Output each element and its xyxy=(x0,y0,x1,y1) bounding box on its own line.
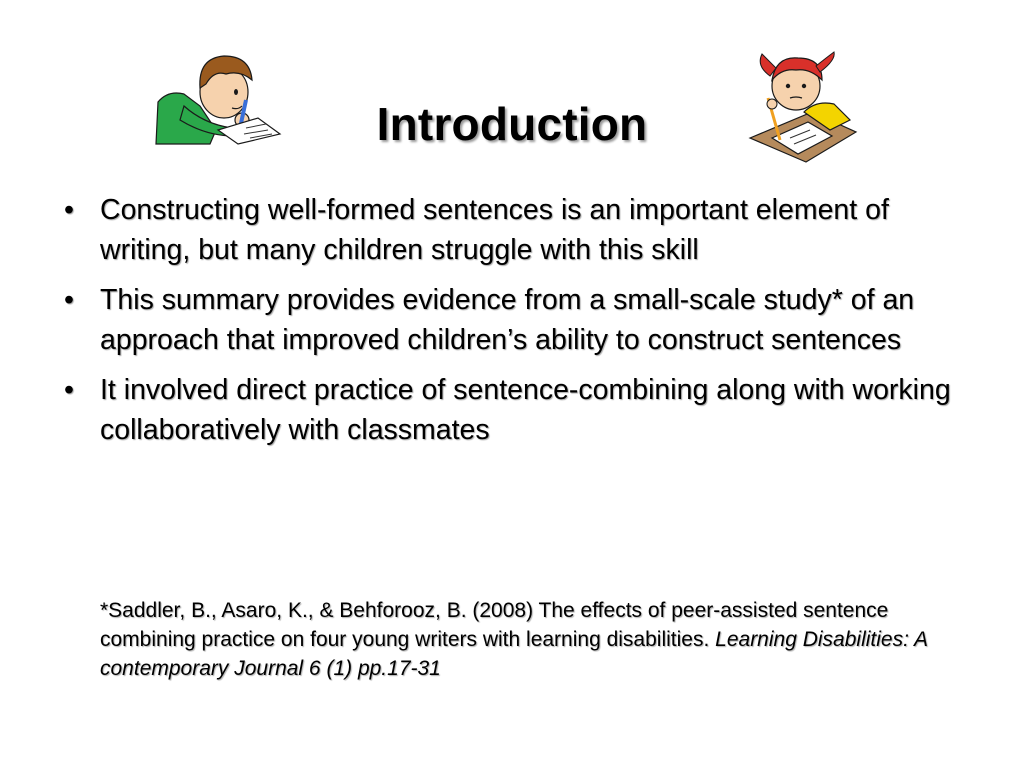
citation-journal: Learning Disabilities: A contemporary Journal 6 (1) pp.17-31 xyxy=(100,628,928,680)
bullet-mark: • xyxy=(64,284,74,316)
bullet-text: Constructing well-formed sentences is an important element of writing, but many children struggle with this skill xyxy=(100,194,889,266)
bullet-item xyxy=(64,280,964,360)
girl-thinking-icon xyxy=(746,50,858,164)
page-title: Introduction xyxy=(376,97,648,150)
citation xyxy=(100,596,980,683)
bullet-text: This summary provides evidence from a small-scale study* of an approach that improved children’s ability to construct sentences xyxy=(100,284,915,356)
citation-authors: *Saddler, B., Asaro, K., & Behforooz, B. (2008) The effects of peer-assisted sentence combining practice on four young writers with learning disabilities. xyxy=(100,599,889,651)
bullet-text: It involved direct practice of sentence-combining along with working collaboratively with classmates xyxy=(100,374,951,446)
bullet-mark: • xyxy=(64,374,74,406)
bullet-item xyxy=(64,370,964,450)
bullet-mark: • xyxy=(64,194,74,226)
bullet-item xyxy=(64,190,964,270)
bullet-list xyxy=(64,190,964,460)
